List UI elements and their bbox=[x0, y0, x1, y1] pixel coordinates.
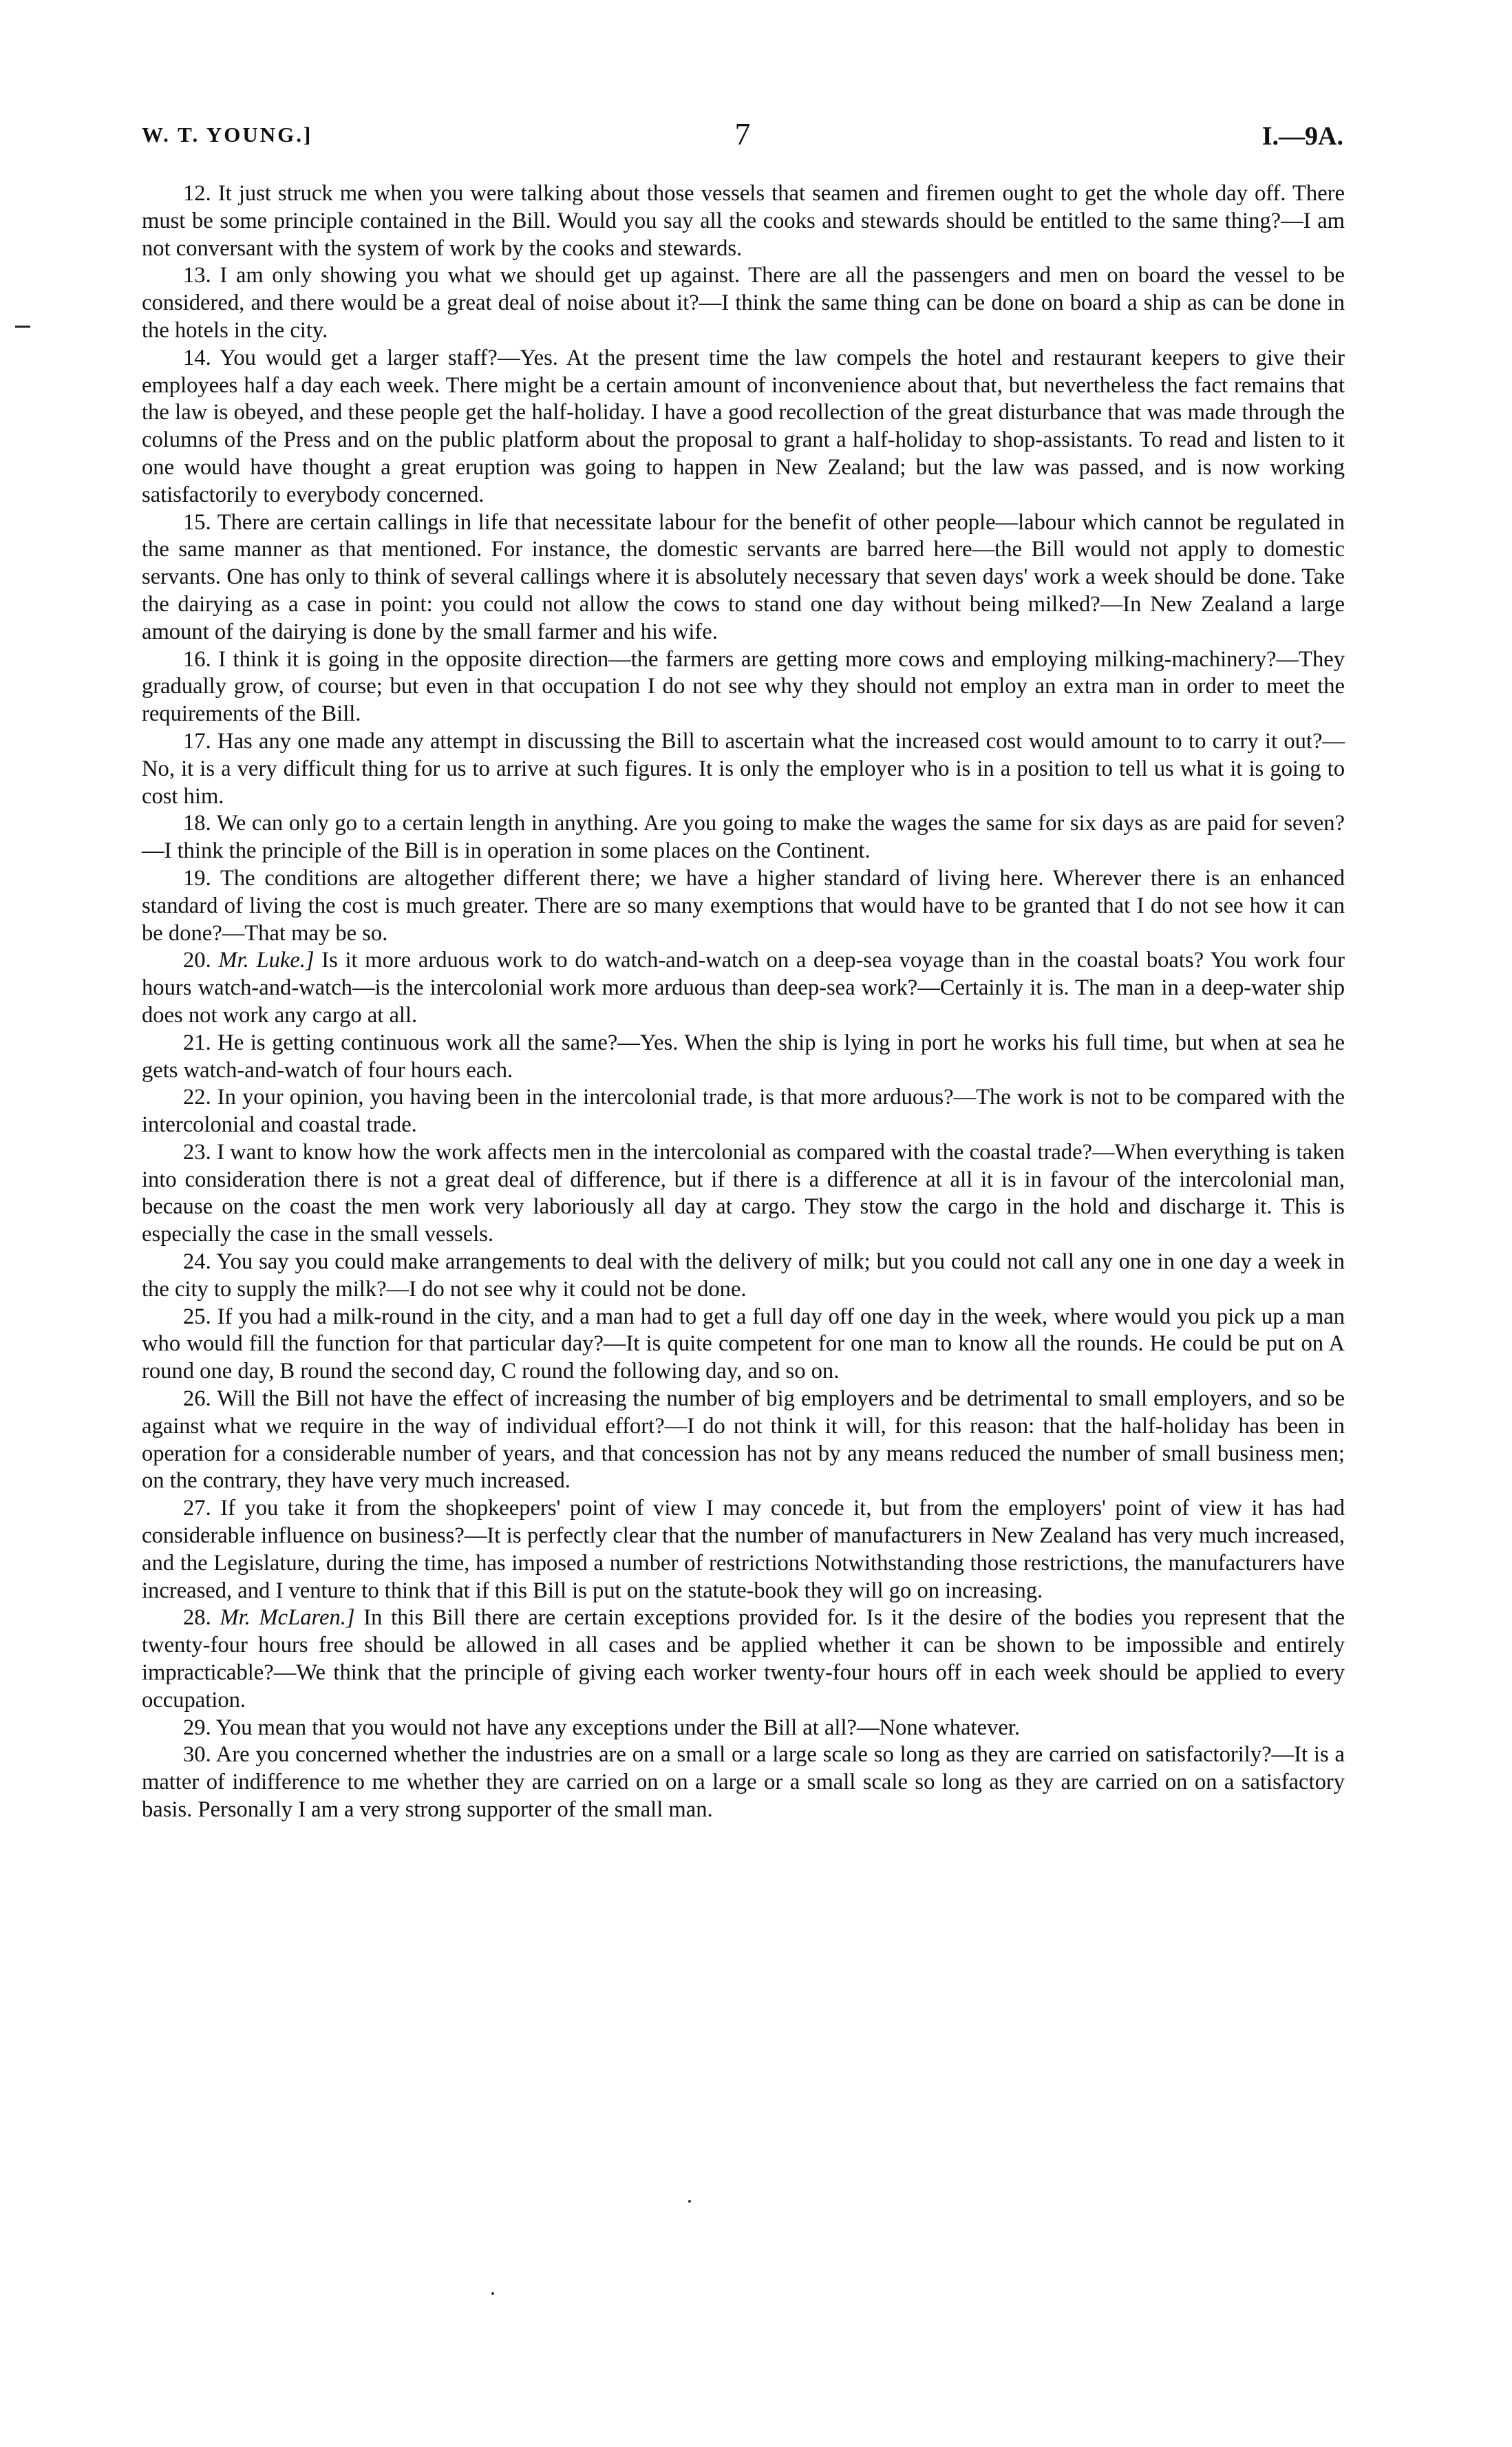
question-text: In this Bill there are certain exceptions provided for. Is it the desire of the bodies you represent that the twenty-four hours free should be allowed in all cases and be applied whether it can be shown to be impossible and entirely impracticable?—We think that the principle of giving each worker twenty-four hours off in each week should be applied to every occupation. bbox=[142, 1605, 1345, 1713]
question-13: 13. I am only showing you what we should get up against. There are all the passengers and men on board the vessel to be considered, and there would be a great deal of noise about it?—I think the same thing can be done on board a ship as can be done in the hotels in the city. bbox=[142, 263, 1345, 343]
question-14: 14. You would get a larger staff?—Yes. At the present time the law compels the hotel and restaurant keepers to give their employees half a day each week. There might be a certain amount of inconvenience about that, but nevertheless the fact remains that the law is obeyed, and these people get the half-holiday. I have a good recollection of the great disturbance that was made through the columns of the Press and on the public platform about the proposal to grant a half-holiday to shop-assistants. To read and listen to it one would have thought a great eruption was going to happen in New Zealand; but the law was passed, and is now working satisfactorily to everybody concerned. bbox=[142, 345, 1345, 507]
question-22: 22. In your opinion, you having been in the intercolonial trade, is that more arduous?—The work is not to be compared with the intercolonial and coastal trade. bbox=[142, 1085, 1345, 1138]
question-26: 26. Will the Bill not have the effect of increasing the number of big employers and be detrimental to small employers, and so be against what we require in the way of individual effort?—I do not think it will, for this reason: that the half-holiday has been in operation for a considerable number of years, and that concession has not by any means reduced the number of small business men; on the contrary, they have very much increased. bbox=[142, 1386, 1345, 1494]
question-24: 24. You say you could make arrangements to deal with the delivery of milk; but you could not call any one in one day a week in the city to supply the milk?—I do not see why it could not be done. bbox=[142, 1249, 1345, 1302]
speaker-name: Mr. McLaren.] bbox=[220, 1605, 355, 1631]
question-12: 12. It just struck me when you were talking about those vessels that seamen and firemen ought to get the whole day off. There must be some principle contained in the Bill. Would you say all the cooks and stewards should be entitled to the same thing?—I am not conversant with the system of work by the cooks and stewards. bbox=[142, 181, 1345, 261]
question-27: 27. If you take it from the shopkeepers' point of view I may concede it, but from the employers' point of view it has had considerable influence on business?—It is perfectly clear that the number of manufacturers in New Zealand has very much increased, and the Legislature, during the time, has imposed a number of restrictions Notwithstanding those restrictions, the manufacturers have increased, and I venture to think that if this Bill is put on the statute-book they will go on increasing. bbox=[142, 1496, 1345, 1603]
stray-mark bbox=[491, 2292, 494, 2295]
document-reference: I.—9A. bbox=[1261, 122, 1343, 151]
page-header bbox=[142, 116, 1343, 164]
question-16: 16. I think it is going in the opposite direction—the farmers are getting more cows and employing milking-machinery?—They gradually grow, of course; but even in that occupation I do not see why they should not employ an extra man in order to meet the requirements of the Bill. bbox=[142, 646, 1345, 727]
question-30: 30. Are you concerned whether the industries are on a small or a large scale so long as they are carried on satisfactorily?—It is a matter of indifference to me whether they are carried on on a large or a small scale so long as they are carried on on a satisfactory basis. Personally I am a very strong supporter of the small man. bbox=[142, 1742, 1345, 1823]
testimony-body bbox=[142, 180, 1345, 1824]
stray-mark bbox=[688, 2200, 691, 2203]
speaker-name: Mr. Luke.] bbox=[218, 948, 315, 973]
question-21: 21. He is getting continuous work all the same?—Yes. When the ship is lying in port he works his full time, but when at sea he gets watch-and-watch of four hours each. bbox=[142, 1030, 1345, 1083]
question-number: 20. bbox=[183, 948, 211, 973]
question-text: Is it more arduous work to do watch-and-watch on a deep-sea voyage than in the coastal boats? You work four hours watch-and-watch—is the intercolonial work more arduous than deep-sea work?—Certainly it is. The man in a deep-water ship does not work any cargo at all. bbox=[142, 948, 1345, 1028]
question-18: 18. We can only go to a certain length in anything. Are you going to make the wages the same for six days as are paid for seven?—I think the principle of the Bill is in operation in some places on the Continent. bbox=[142, 811, 1345, 864]
question-25: 25. If you had a milk-round in the city, and a man had to get a full day off one day in the week, where would you pick up a man who would fill the function for that particular day?—It is quite competent for one man to know all the rounds. He could be put on A round one day, B round the second day, C round the following day, and so on. bbox=[142, 1304, 1345, 1384]
page-number: 7 bbox=[734, 116, 751, 151]
question-19: 19. The conditions are altogether different there; we have a higher standard of living here. Wherever there is an enhanced standard of living the cost is much greater. There are so many exemptions that would have to be granted that I do not see how it can be done?—That may be so. bbox=[142, 865, 1345, 946]
question-number: 28. bbox=[183, 1605, 211, 1631]
question-28 bbox=[142, 1604, 1345, 1714]
witness-name: W. T. YOUNG.] bbox=[142, 123, 313, 147]
question-20 bbox=[142, 947, 1345, 1029]
question-23: 23. I want to know how the work affects men in the intercolonial as compared with the coastal trade?—When everything is taken into consideration there is not a great deal of difference, but if there is a difference at all it is in favour of the intercolonial man, because on the coast the men work very laboriously all day at cargo. They stow the cargo in the hold and discharge it. This is especially the case in the small vessels. bbox=[142, 1139, 1345, 1247]
question-17: 17. Has any one made any attempt in discussing the Bill to ascertain what the increased cost would amount to to carry it out?—No, it is a very difficult thing for us to arrive at such figures. It is only the employer who is in a position to tell us what it is going to cost him. bbox=[142, 728, 1345, 809]
question-29: 29. You mean that you would not have any exceptions under the Bill at all?—None whatever. bbox=[183, 1715, 1020, 1740]
margin-mark bbox=[15, 326, 30, 328]
question-15: 15. There are certain callings in life that necessitate labour for the benefit of other people—labour which cannot be regulated in the same manner as that mentioned. For instance, the domestic servants are barred here—the Bill would not apply to domestic servants. One has only to think of several callings where it is absolutely necessary that seven days' work a week should be done. Take the dairying as a case in point: you could not allow the cows to stand one day without being milked?—In New Zealand a large amount of the dairying is done by the small farmer and his wife. bbox=[142, 509, 1345, 644]
